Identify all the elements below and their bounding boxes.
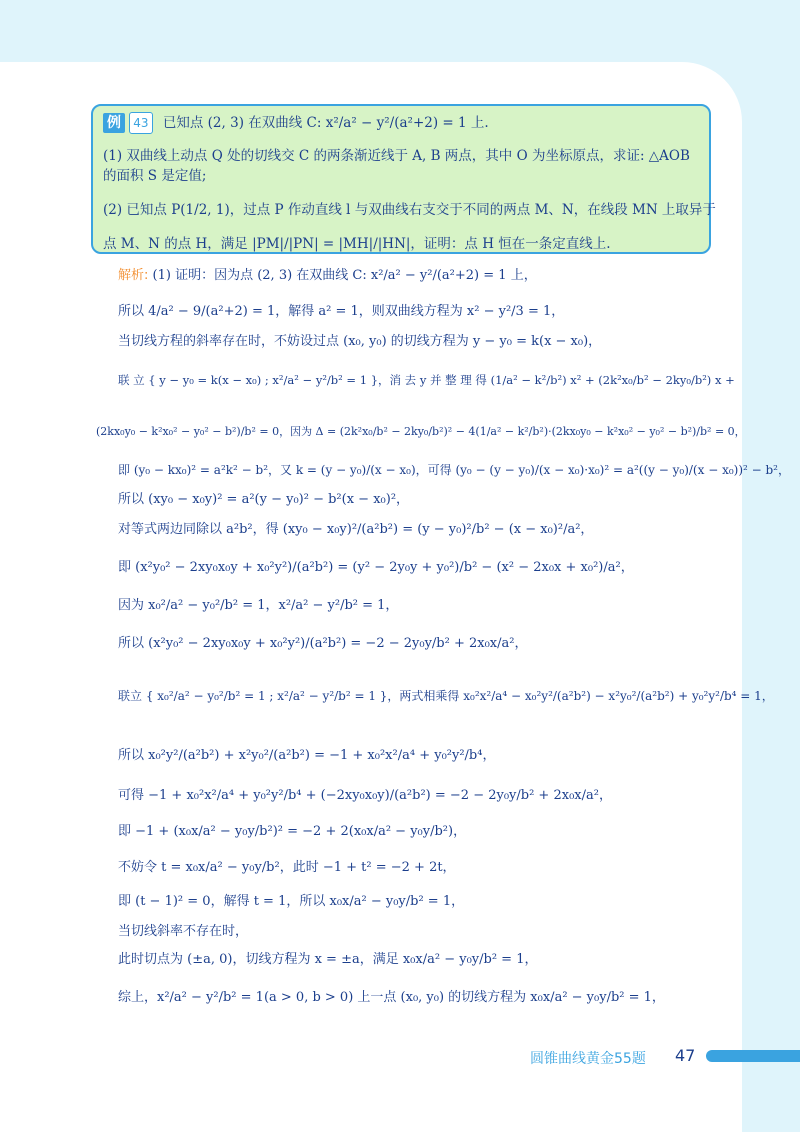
example-stem: [103, 112, 699, 134]
solution-line-20: 综上，x²/a² − y²/b² = 1(a > 0, b > 0) 上一点 (x₀, y₀) 的切线方程为 x₀x/a² − y₀y/b² = 1，: [118, 990, 665, 1005]
book-title: 圆锥曲线黄金55题: [530, 1051, 646, 1067]
solution-line-19: 此时切点为 (±a, 0)，切线方程为 x = ±a，满足 x₀x/a² − y₀y/b² = 1，: [118, 952, 538, 967]
solution-line-7: 所以 (xy₀ − x₀y)² = a²(y − y₀)² − b²(x − x₀)²，: [118, 492, 410, 507]
question-2-line-1: (2) 已知点 P(1/2, 1)，过点 P 作动直线 l 与双曲线右支交于不同的两点 M、N，在线段 MN 上取异于: [103, 202, 716, 218]
example-number: 43: [129, 112, 152, 134]
question-2-line-2: 点 M、N 的点 H，满足 |PM|/|PN| = |MH|/|HN|，证明：点 H 恒在一条定直线上.: [103, 236, 611, 252]
solution-line-11: 所以 (x²y₀² − 2xy₀x₀y + x₀²y²)/(a²b²) = −2 − 2y₀y/b² + 2x₀x/a²，: [118, 636, 528, 651]
page-number: 47: [675, 1046, 696, 1065]
solution-line-5: (2kx₀y₀ − k²x₀² − y₀² − b²)/b² = 0，因为 Δ = (2k²x₀/b² − 2ky₀/b²)² − 4(1/a² − k²/b²)·(2kx₀y₀ − k²x₀² − y₀² − b²)/b² = 0，: [96, 425, 746, 438]
solution-line-18: 当切线斜率不存在时，: [118, 924, 249, 939]
solution-line-17: 即 (t − 1)² = 0，解得 t = 1，所以 x₀x/a² − y₀y/b² = 1，: [118, 894, 465, 909]
question-1-line-1: (1) 双曲线上动点 Q 处的切线交 C 的两条渐近线于 A, B 两点，其中 O 为坐标原点，求证: △AOB: [103, 148, 690, 164]
solution-line-6: 即 (y₀ − kx₀)² = a²k² − b²，又 k = (y − y₀)/(x − x₀)，可得 (y₀ − (y − y₀)/(x − x₀)·x₀)² = a²((y − y₀)/(x − x₀))² − b²，: [118, 463, 790, 477]
solution-line-10: 因为 x₀²/a² − y₀²/b² = 1，x²/a² − y²/b² = 1，: [118, 598, 399, 613]
solution-line-9: 即 (x²y₀² − 2xy₀x₀y + x₀²y²)/(a²b²) = (y² − 2y₀y + y₀²)/b² − (x² − 2x₀x + x₀²)/a²，: [118, 560, 634, 575]
example-stem-text: 已知点 (2, 3) 在双曲线 C: x²/a² − y²/(a²+2) = 1 上.: [162, 115, 489, 131]
page-edge-strip: [742, 62, 800, 1132]
example-box: [91, 104, 716, 254]
solution-line-15: 即 −1 + (x₀x/a² − y₀y/b²)² = −2 + 2(x₀x/a² − y₀y/b²)，: [118, 824, 467, 839]
solution-line-8: 对等式两边同除以 a²b²，得 (xy₀ − x₀y)²/(a²b²) = (y − y₀)²/b² − (x − x₀)²/a²，: [118, 522, 594, 537]
example-label: 例: [103, 113, 125, 133]
footer-accent-bar: [706, 1050, 800, 1062]
solution-line-13: 所以 x₀²y²/(a²b²) + x²y₀²/(a²b²) = −1 + x₀²x²/a⁴ + y₀²y²/b⁴，: [118, 748, 496, 763]
solution-line-16: 不妨令 t = x₀x/a² − y₀y/b²，此时 −1 + t² = −2 + 2t，: [118, 860, 456, 875]
solution-line-1: [118, 266, 537, 286]
solution-line-text: (1) 证明：因为点 (2, 3) 在双曲线 C: x²/a² − y²/(a²+2) = 1 上，: [152, 268, 537, 283]
question-1-line-2: 的面积 S 是定值;: [103, 168, 207, 184]
solution-line-12: 联立 { x₀²/a² − y₀²/b² = 1 ; x²/a² − y²/b² = 1 }，两式相乘得 x₀²x²/a⁴ − x₀²y²/(a²b²) − x²y₀²/(a²b²) + y₀²y²/b⁴ = 1，: [118, 689, 774, 703]
solution-label: 解析:: [118, 268, 149, 283]
solution-line-3: 当切线方程的斜率存在时，不妨设过点 (x₀, y₀) 的切线方程为 y − y₀ = k(x − x₀)，: [118, 334, 602, 349]
solution-line-14: 可得 −1 + x₀²x²/a⁴ + y₀²y²/b⁴ + (−2xy₀x₀y)/(a²b²) = −2 − 2y₀y/b² + 2x₀x/a²，: [118, 788, 612, 803]
solution-line-4: 联 立 { y − y₀ = k(x − x₀) ; x²/a² − y²/b² = 1 }，消 去 y 并 整 理 得 (1/a² − k²/b²) x² + (2k²x₀/b² − 2ky₀/b²) x +: [118, 373, 735, 387]
solution-line-2: 所以 4/a² − 9/(a²+2) = 1，解得 a² = 1，则双曲线方程为 x² − y²/3 = 1，: [118, 304, 565, 319]
